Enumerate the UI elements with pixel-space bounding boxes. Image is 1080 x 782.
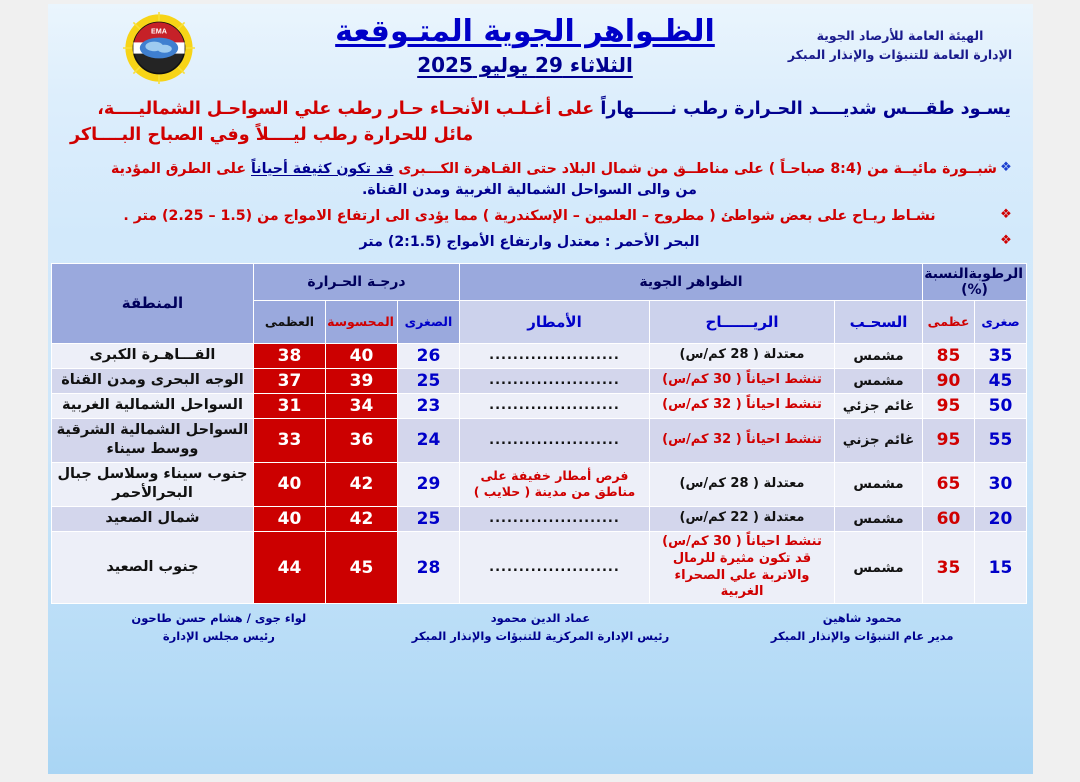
forecast-table xyxy=(51,263,1027,605)
cell-humidity-min: 35 xyxy=(975,343,1027,368)
cell-clouds: مشمس xyxy=(835,368,923,393)
cell-clouds: مشمس xyxy=(835,462,923,506)
cell-temp-max: 33 xyxy=(253,418,325,462)
cell-humidity-max: 35 xyxy=(923,531,975,604)
cell-temp-min: 28 xyxy=(397,531,459,604)
cell-rain: ...................... xyxy=(459,531,649,604)
signature-left-name: لواء جوى / هشام حسن طاحون xyxy=(131,611,307,626)
bullet-item-red-sea xyxy=(62,232,1015,253)
cell-wind xyxy=(650,368,835,393)
ema-logo-icon xyxy=(113,12,205,92)
cell-humidity-min: 20 xyxy=(975,506,1027,531)
cell-rain: ...................... xyxy=(459,393,649,418)
cell-region: القـــاهـرة الكبرى xyxy=(51,343,253,368)
diamond-bullet-icon: ❖ xyxy=(1000,159,1012,175)
cell-temp-max: 31 xyxy=(253,393,325,418)
bullet-fog-text-b: على الطرق المؤدية xyxy=(111,160,251,177)
cell-clouds: مشمس xyxy=(835,531,923,604)
cell-humidity-max: 95 xyxy=(923,393,975,418)
table-row xyxy=(51,462,1026,506)
bullet-red-sea-text: البحر الأحمر : معتدل وارتفاع الأمواج (2:1.5) متر xyxy=(359,233,700,250)
table-row xyxy=(51,343,1026,368)
header-group-humidity: الرطوبةالنسبة (%) xyxy=(923,263,1027,300)
signature-right xyxy=(701,610,1023,645)
svg-text:EMA: EMA xyxy=(151,26,167,36)
wind-main: معتدلة ( 22 كم/س) xyxy=(679,510,805,526)
wind-active: تنشط احياناً ( 32 كم/س) xyxy=(662,397,822,413)
agency-name xyxy=(785,26,1015,65)
summary-text xyxy=(48,96,1033,149)
cell-temp-max: 37 xyxy=(253,368,325,393)
signature-center xyxy=(380,610,702,645)
diamond-bullet-icon: ❖ xyxy=(1000,232,1012,248)
cell-temp-felt: 40 xyxy=(325,343,397,368)
signature-footer xyxy=(58,610,1023,645)
cell-temp-max: 38 xyxy=(253,343,325,368)
cell-temp-felt: 34 xyxy=(325,393,397,418)
header-group-phenomena: الظواهر الجوية xyxy=(459,263,922,300)
cell-humidity-max: 60 xyxy=(923,506,975,531)
cell-humidity-max: 95 xyxy=(923,418,975,462)
bullet-item-fog xyxy=(62,159,1015,201)
header-rain: الأمطار xyxy=(459,300,649,343)
bullet-fog-text-a: شبــورة مائيــة من (8:4 صباحـاً ) على مناطــق من شمال البلاد حتى القـاهرة الكـــبرى xyxy=(393,160,997,177)
table-row xyxy=(51,531,1026,604)
agency-line-1: الهيئة العامة للأرصاد الجوية xyxy=(816,28,984,43)
signature-center-title: رئيس الإدارة المركزية للتنبؤات والإنذار المبكر xyxy=(411,628,670,643)
cell-wind xyxy=(650,418,835,462)
diamond-bullet-icon: ❖ xyxy=(1000,206,1012,222)
cell-humidity-min: 45 xyxy=(975,368,1027,393)
cell-humidity-min: 15 xyxy=(975,531,1027,604)
wind-main: معتدلة ( 28 كم/س) xyxy=(679,475,805,491)
signature-center-name: عماد الدين محمود xyxy=(490,611,591,626)
forecast-table-wrap xyxy=(54,263,1027,605)
cell-region: الوجه البحرى ومدن القناة xyxy=(51,368,253,393)
cell-rain: ...................... xyxy=(459,506,649,531)
signature-right-title: مدير عام التنبؤات والإنذار المبكر xyxy=(770,628,954,643)
cell-humidity-min: 50 xyxy=(975,393,1027,418)
summary-line-1 xyxy=(70,96,1011,122)
summary-line-2: مائل للحرارة رطب ليــــلاً وفي الصباح البــــاكر xyxy=(70,125,474,146)
cell-region: جنوب سيناء وسلاسل جبال البحرالأحمر xyxy=(51,462,253,506)
cell-temp-min: 25 xyxy=(397,506,459,531)
cell-temp-felt: 45 xyxy=(325,531,397,604)
cell-clouds: غائم جزني xyxy=(835,418,923,462)
header-temp-max: العظمى xyxy=(253,300,325,343)
header-region: المنطقة xyxy=(51,263,253,343)
summary-line-1b: على أغـلـب الأنحـاء حـار رطب علي السواحـل الشماليــــة، xyxy=(97,99,595,119)
bullet-item-wind-waves xyxy=(62,206,1015,227)
table-row xyxy=(51,506,1026,531)
cell-clouds: مشمس xyxy=(835,506,923,531)
wind-extra: قد تكون مثيرة للرمال والاتربة علي الصحراء الغربية xyxy=(672,550,812,600)
title-block xyxy=(275,14,775,77)
page-header xyxy=(48,4,1033,96)
cell-temp-min: 29 xyxy=(397,462,459,506)
cell-temp-max: 40 xyxy=(253,506,325,531)
cell-clouds: مشمس xyxy=(835,343,923,368)
summary-line-1a: يسـود طقـــس شديــــد الحـرارة رطب نــــــهاراً xyxy=(594,99,1011,119)
header-temp-felt: المحسوسة xyxy=(325,300,397,343)
wind-active: تنشط احياناً ( 32 كم/س) xyxy=(662,431,822,447)
cell-wind xyxy=(650,531,835,604)
table-group-header-row xyxy=(51,263,1026,300)
signature-left-title: رئيس مجلس الإدارة xyxy=(162,628,275,643)
header-wind: الريــــــاح xyxy=(650,300,835,343)
signature-right-name: محمود شاهين xyxy=(822,611,902,626)
header-clouds: السحـب xyxy=(835,300,923,343)
forecast-page xyxy=(48,4,1033,774)
bullet-fog-line-2: من والى السواحل الشمالية الغربية ومدن القناة. xyxy=(362,181,697,198)
cell-rain: ...................... xyxy=(459,418,649,462)
cell-humidity-max: 85 xyxy=(923,343,975,368)
signature-left xyxy=(58,610,380,645)
cell-wind xyxy=(650,506,835,531)
cell-humidity-max: 65 xyxy=(923,462,975,506)
cell-region: السواحل الشمالية الشرقية ووسط سيناء xyxy=(51,418,253,462)
cell-region: جنوب الصعيد xyxy=(51,531,253,604)
cell-rain: ...................... xyxy=(459,368,649,393)
table-body xyxy=(51,343,1026,604)
cell-rain: فرص أمطار خفيفة على مناطق من مدينة ( حلايب ) xyxy=(459,462,649,506)
table-row xyxy=(51,418,1026,462)
bullet-fog-body xyxy=(62,159,997,201)
cell-temp-max: 40 xyxy=(253,462,325,506)
cell-temp-min: 25 xyxy=(397,368,459,393)
cell-region: شمال الصعيد xyxy=(51,506,253,531)
cell-temp-max: 44 xyxy=(253,531,325,604)
bullet-wind-waves-text: نشـاط ريـاح على بعض شواطئ ( مطروح – العلمين – الإسكندرية ) مما يؤدى الى ارتفاع الامواج من (1.5 – 2.25) متر . xyxy=(123,207,936,224)
cell-clouds: غائم جزئي xyxy=(835,393,923,418)
cell-temp-felt: 42 xyxy=(325,506,397,531)
cell-temp-min: 26 xyxy=(397,343,459,368)
wind-main: معتدلة ( 28 كم/س) xyxy=(679,347,805,363)
agency-line-2: الإدارة العامة للتنبؤات والإنذار المبكر xyxy=(787,47,1013,63)
bullet-fog-emphasis: قد تكون كثيفة أحياناً xyxy=(250,160,394,177)
page-title: الظـواهر الجوية المتـوقعة xyxy=(335,14,715,49)
cell-humidity-min: 30 xyxy=(975,462,1027,506)
cell-wind xyxy=(650,462,835,506)
cell-wind xyxy=(650,343,835,368)
cell-region: السواحل الشمالية الغربية xyxy=(51,393,253,418)
table-row xyxy=(51,393,1026,418)
header-group-temperature: درجـة الحـرارة xyxy=(253,263,459,300)
cell-wind xyxy=(650,393,835,418)
header-humidity-max: عظمى xyxy=(923,300,975,343)
forecast-date: الثلاثاء 29 يوليو 2025 xyxy=(417,53,633,77)
cell-humidity-min: 55 xyxy=(975,418,1027,462)
header-humidity-min: صغرى xyxy=(975,300,1027,343)
cell-rain: ...................... xyxy=(459,343,649,368)
cell-temp-felt: 39 xyxy=(325,368,397,393)
cell-temp-min: 24 xyxy=(397,418,459,462)
cell-temp-min: 23 xyxy=(397,393,459,418)
cell-humidity-max: 90 xyxy=(923,368,975,393)
wind-active: تنشط احياناً ( 30 كم/س) xyxy=(662,372,822,388)
cell-temp-felt: 42 xyxy=(325,462,397,506)
table-row xyxy=(51,368,1026,393)
cell-temp-felt: 36 xyxy=(325,418,397,462)
wind-active: تنشط احياناً ( 30 كم/س) xyxy=(662,533,822,549)
bullet-list xyxy=(48,159,1033,253)
header-temp-min: الصغرى xyxy=(397,300,459,343)
